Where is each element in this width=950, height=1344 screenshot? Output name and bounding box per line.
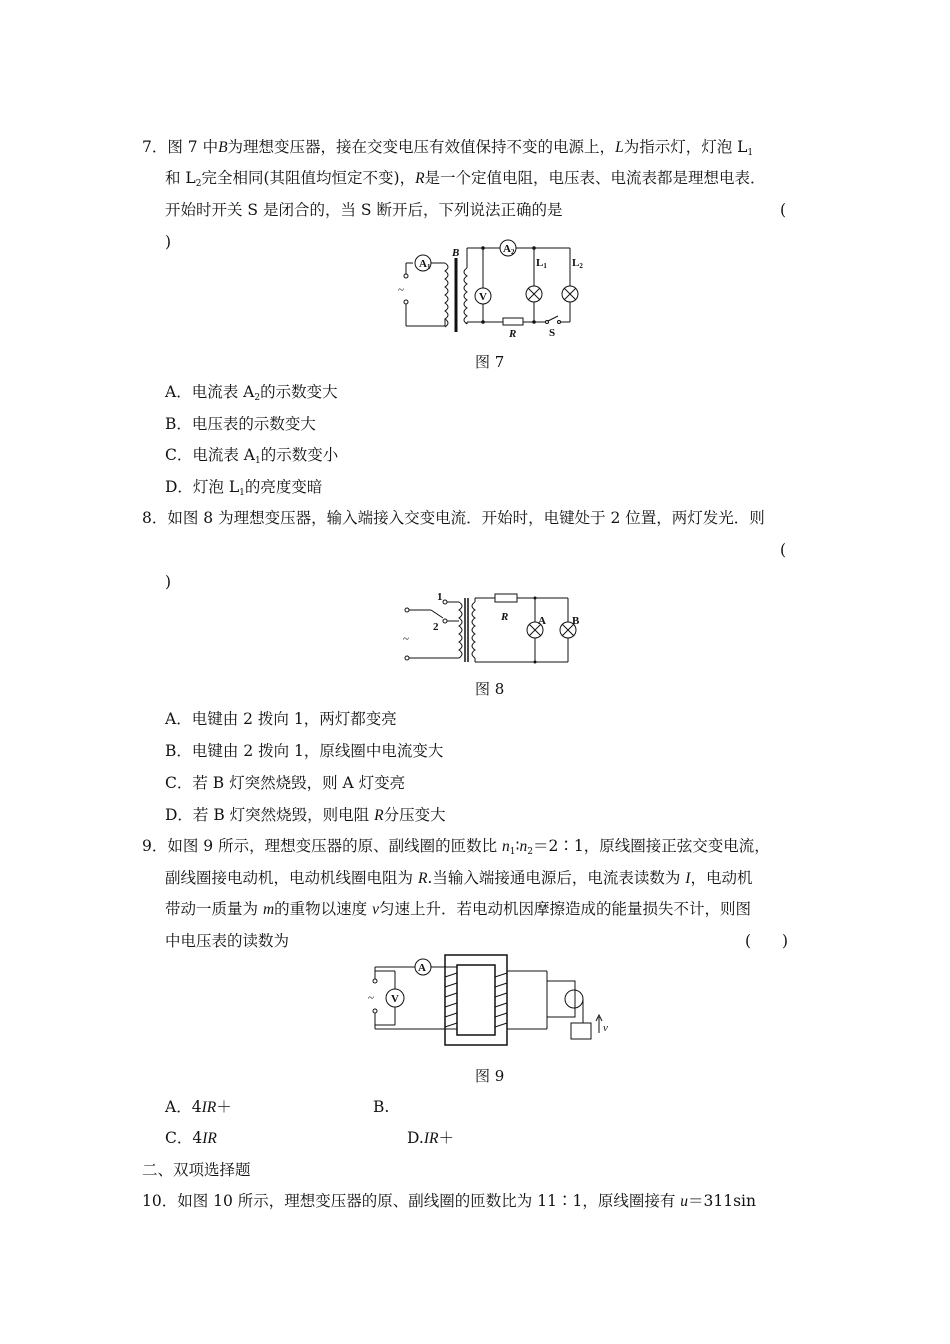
- fig9-ac-symbol: ~: [368, 992, 374, 1004]
- q7-option-a: A．电流表 $A_2$的示数变大: [165, 383, 338, 403]
- q7-option-d: D．灯泡 $L_1$的亮度变暗: [165, 478, 323, 498]
- q8-paren-close: ): [165, 573, 172, 591]
- q8-option-b: B．电键由 2 拨向 1，原线圈中电流变大: [165, 742, 444, 760]
- figure-7-caption: 图 7: [475, 353, 505, 371]
- fig8-label-b: B: [572, 615, 580, 627]
- q8-line-1: 8．如图 8 为理想变压器，输入端接入交变电流．开始时，电键处于 2 位置，两灯发光．则: [142, 509, 765, 527]
- q7-paren-open: (: [780, 201, 787, 219]
- q7-paren-close: ): [165, 233, 172, 251]
- q7-line-3: 开始时开关 S 是闭合的，当 S 断开后，下列说法正确的是: [165, 201, 563, 219]
- fig7-label-r: R: [509, 328, 517, 340]
- q7-line-2: 和 $L_2$完全相同(其阻值均恒定不变)，R是一个定值电阻，电压表、电流表都是理想电表．: [165, 169, 766, 189]
- fig7-label-a1: A1: [419, 258, 431, 271]
- q9-option-b: B.: [373, 1098, 390, 1116]
- q9-option-a: A．4IR＋: [165, 1098, 232, 1116]
- figure-9-circuit: [365, 953, 615, 1048]
- q7-option-c: C．电流表 $A_1$的示数变小: [165, 446, 339, 466]
- fig8-label-1: 1: [437, 591, 443, 603]
- fig7-label-a2: A2: [503, 243, 515, 256]
- q8-option-d: D．若 B 灯突然烧毁，则电阻 R分压变大: [165, 806, 446, 824]
- fig7-label-v: V: [479, 291, 487, 303]
- q9-option-c: C．4IR: [165, 1129, 217, 1147]
- fig8-label-r: R: [501, 611, 509, 623]
- q8-option-a: A．电键由 2 拨向 1，两灯都变亮: [165, 710, 397, 728]
- figure-8-circuit: [403, 590, 583, 665]
- figure-7-circuit: [395, 243, 595, 340]
- q9-option-d: D.IR＋: [407, 1129, 454, 1147]
- figure-9-caption: 图 9: [475, 1067, 505, 1085]
- fig9-label-v-speed: v: [603, 1022, 608, 1034]
- q9-line-3: 带动一质量为 m的重物以速度 v匀速上升．若电动机因摩擦造成的能量损失不计，则图: [165, 900, 751, 918]
- fig7-ac-symbol: ~: [398, 284, 404, 296]
- q9-line-4: 中电压表的读数为: [165, 932, 290, 950]
- q9-line-2: 副线圈接电动机，电动机线圈电阻为 R.当输入端接通电源后，电流表读数为 I，电动机: [165, 869, 753, 887]
- fig8-ac-symbol: ~: [403, 633, 409, 645]
- fig8-label-2: 2: [433, 621, 439, 633]
- q8-option-c: C．若 B 灯突然烧毁，则 A 灯变亮: [165, 774, 406, 792]
- fig7-label-l2: L2: [572, 257, 583, 270]
- fig8-label-a: A: [538, 615, 546, 627]
- q9-paren: ( ): [745, 932, 789, 950]
- figure-8-caption: 图 8: [475, 680, 505, 698]
- fig9-label-v: V: [391, 993, 399, 1005]
- fig7-label-l1: L1: [536, 257, 547, 270]
- q7-line-1: 7．图 7 中B为理想变压器，接在交变电压有效值保持不变的电源上，L为指示灯，灯泡 $L_1$: [142, 138, 754, 158]
- q9-line-1: 9．如图 9 所示，理想变压器的原、副线圈的匝数比 $n_1∶n_2=2∶1$，原线圈接正弦交变电流，: [142, 837, 770, 857]
- fig7-label-s: S: [549, 327, 556, 339]
- fig9-label-a: A: [418, 962, 426, 974]
- q8-paren-open: (: [780, 541, 787, 559]
- q10-line-1: 10．如图 10 所示，理想变压器的原、副线圈的匝数比为 11∶1，原线圈接有 u＝311sin: [142, 1192, 756, 1210]
- section-heading-2: 二、双项选择题: [142, 1161, 251, 1179]
- fig7-label-b: B: [452, 247, 460, 259]
- q7-option-b: B．电压表的示数变大: [165, 415, 316, 433]
